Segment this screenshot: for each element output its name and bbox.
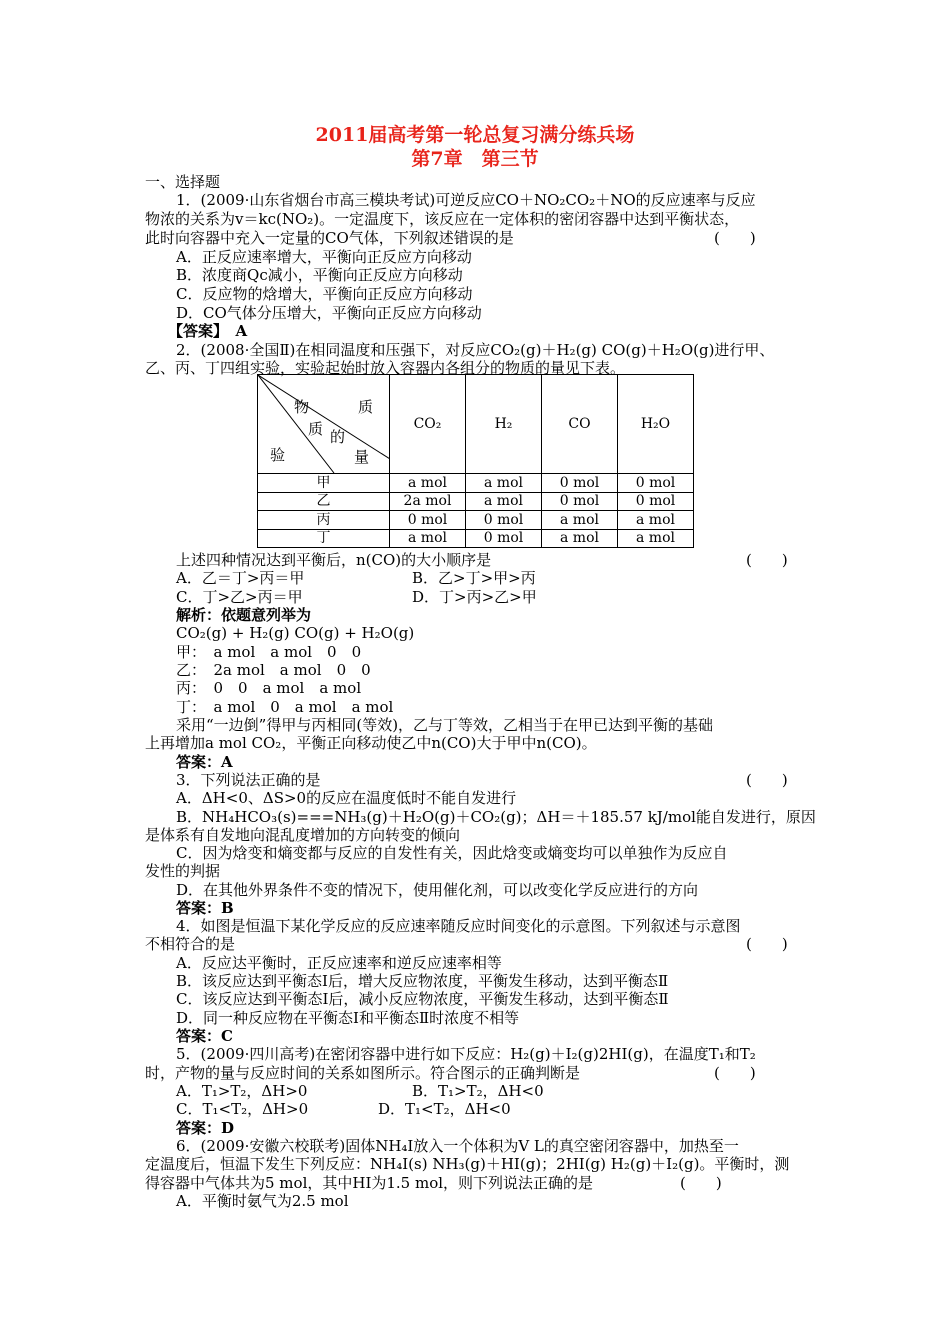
q1-line-1: 1．(2009·山东省烟台市高三模块考试)可逆反应CO＋NO₂CO₂＋NO的反应速率与反应: [176, 191, 756, 209]
diag-char: 质: [308, 420, 324, 438]
table-cell: a mol: [466, 474, 542, 493]
q2-line-1: 2．(2008·全国Ⅱ)在相同温度和压强下，对反应CO₂(g)＋H₂(g) CO(g)＋H₂O(g)进行甲、: [176, 341, 775, 359]
q1-line-2: 物浓的关系为v＝kc(NO₂)。一定温度下，该反应在一定体积的密闭容器中达到平衡状态，: [145, 210, 740, 228]
table-cell: 0 mol: [618, 492, 694, 511]
q2-answer: 答案：A: [176, 753, 233, 771]
q2-line-2: 乙、丙、丁四组实验，实验起始时放入容器内各组分的物质的量见下表。: [145, 359, 626, 377]
row-label: 乙: [258, 492, 390, 511]
q2-row-bing: 丙： 0 0 a mol a mol: [176, 679, 362, 697]
q2-equation: CO₂(g) + H₂(g) CO(g) + H₂O(g): [176, 624, 415, 642]
q6-option-a: A．平衡时氨气为2.5 mol: [176, 1192, 349, 1210]
column-header: H₂O: [618, 375, 694, 474]
q4-line-2: 不相符合的是: [145, 935, 236, 953]
diag-char: 的: [330, 428, 346, 446]
q1-line-3: 此时向容器中充入一定量的CO气体，下列叙述错误的是: [145, 229, 514, 247]
q3-option-c-1: C．因为焓变和熵变都与反应的自发性有关，因此焓变或熵变均可以单独作为反应自: [176, 844, 728, 862]
table-cell: a mol: [542, 529, 618, 548]
table-cell: 0 mol: [542, 474, 618, 493]
diag-char: 量: [354, 448, 370, 466]
q5-option-d: D．T₁<T₂，ΔH<0: [378, 1100, 511, 1118]
q2-analysis-label: 解析：依题意列举为: [176, 606, 312, 624]
table-cell: 0 mol: [390, 511, 466, 530]
row-label: 丁: [258, 529, 390, 548]
q1-option-b: B．浓度商Qc减小，平衡向正反应方向移动: [176, 266, 463, 284]
q3-answer-blank: ( ): [746, 771, 788, 789]
diag-char: 验: [270, 446, 286, 464]
q5-answer-blank: ( ): [714, 1064, 756, 1082]
diag-char: 质: [358, 398, 374, 416]
table-cell: 0 mol: [618, 474, 694, 493]
table-row: [258, 529, 694, 548]
table-cell: 0 mol: [466, 529, 542, 548]
q2-explain-2: 上再增加a mol CO₂，平衡正向移动使乙中n(CO)大于甲中n(CO)。: [145, 734, 597, 752]
q2-row-yi: 乙： 2a mol a mol 0 0: [176, 661, 371, 679]
q4-option-d: D．同一种反应物在平衡态Ⅰ和平衡态Ⅱ时浓度不相等: [176, 1009, 520, 1027]
q4-option-b: B．该反应达到平衡态Ⅰ后，增大反应物浓度，平衡发生移动，达到平衡态Ⅱ: [176, 972, 669, 990]
q5-option-a: A．T₁>T₂，ΔH>0: [176, 1082, 308, 1100]
table-row: [258, 511, 694, 530]
q3-option-b-1: B．NH₄HCO₃(s)===NH₃(g)＋H₂O(g)＋CO₂(g)；ΔH＝＋185.57 kJ/mol能自发进行，原因: [176, 808, 816, 826]
q2-line-3: 上述四种情况达到平衡后，n(CO)的大小顺序是: [176, 551, 492, 569]
q5-option-c: C．T₁<T₂，ΔH>0: [176, 1100, 309, 1118]
column-header: H₂: [466, 375, 542, 474]
column-header: CO: [542, 375, 618, 474]
q6-line-3: 得容器中气体共为5 mol，其中HI为1.5 mol，则下列说法正确的是: [145, 1174, 594, 1192]
page-title: 2011届高考第一轮总复习满分练兵场: [315, 124, 635, 146]
q6-answer-blank: ( ): [680, 1174, 722, 1192]
table-cell: 0 mol: [466, 511, 542, 530]
q2-data-table: [257, 374, 694, 548]
diag-char: 物: [294, 398, 310, 416]
q3-option-d: D．在其他外界条件不变的情况下，使用催化剂，可以改变化学反应进行的方向: [176, 881, 699, 899]
table-cell: a mol: [466, 492, 542, 511]
page-subtitle: 第7章 第三节: [411, 148, 539, 170]
q1-option-a: A．正反应速率增大，平衡向正反应方向移动: [176, 248, 472, 266]
q1-answer: 【答案】 A: [168, 322, 248, 340]
q4-option-c: C．该反应达到平衡态Ⅰ后，减小反应物浓度，平衡发生移动，达到平衡态Ⅱ: [176, 990, 669, 1008]
q3-option-b-2: 是体系有自发地向混乱度增加的方向转变的倾向: [145, 826, 461, 844]
q4-answer: 答案：C: [176, 1027, 233, 1045]
q6-line-2: 定温度后，恒温下发生下列反应：NH₄I(s) NH₃(g)＋HI(g)；2HI(g) H₂(g)＋I₂(g)。平衡时，测: [145, 1155, 790, 1173]
row-label: 丙: [258, 511, 390, 530]
q3-option-c-2: 发性的判据: [145, 862, 221, 880]
table-row: [258, 492, 694, 511]
table-cell: a mol: [390, 474, 466, 493]
q1-answer-blank: ( ): [714, 229, 756, 247]
q2-option-d: D．丁>丙>乙>甲: [412, 588, 537, 606]
q2-option-b: B．乙>丁>甲>丙: [412, 569, 536, 587]
table-cell: 2a mol: [390, 492, 466, 511]
q2-explain-1: 采用“一边倒”得甲与丙相同(等效)，乙与丁等效，乙相当于在甲已达到平衡的基础: [176, 716, 714, 734]
q4-option-a: A．反应达平衡时，正反应速率和逆反应速率相等: [176, 954, 502, 972]
q5-option-b: B．T₁>T₂，ΔH<0: [412, 1082, 544, 1100]
q4-answer-blank: ( ): [746, 935, 788, 953]
q3-answer: 答案：B: [176, 899, 234, 917]
section-heading: 一、选择题: [145, 173, 221, 191]
q2-option-c: C．丁>乙>丙＝甲: [176, 588, 303, 606]
table-diagonal-header: [258, 375, 390, 474]
q3-option-a: A．ΔH<0、ΔS>0的反应在温度低时不能自发进行: [176, 789, 517, 807]
q6-line-1: 6．(2009·安徽六校联考)固体NH₄I放入一个体积为V L的真空密闭容器中，加热至一: [176, 1137, 739, 1155]
column-header: CO₂: [390, 375, 466, 474]
q5-answer: 答案：D: [176, 1119, 235, 1137]
q5-line-1: 5．(2009·四川高考)在密闭容器中进行如下反应：H₂(g)＋I₂(g)2HI(g)，在温度T₁和T₂: [176, 1045, 756, 1063]
q1-option-d: D．CO气体分压增大，平衡向正反应方向移动: [176, 304, 482, 322]
table-cell: a mol: [618, 529, 694, 548]
table-cell: a mol: [390, 529, 466, 548]
q2-option-a: A．乙＝丁>丙＝甲: [176, 569, 305, 587]
q1-option-c: C．反应物的焓增大，平衡向正反应方向移动: [176, 285, 473, 303]
row-label: 甲: [258, 474, 390, 493]
table-cell: 0 mol: [542, 492, 618, 511]
q2-answer-blank: ( ): [746, 551, 788, 569]
q2-row-jia: 甲： a mol a mol 0 0: [176, 643, 362, 661]
table-cell: a mol: [618, 511, 694, 530]
q2-row-ding: 丁： a mol 0 a mol a mol: [176, 698, 394, 716]
table-row: [258, 474, 694, 493]
q5-line-2: 时，产物的量与反应时间的关系如图所示。符合图示的正确判断是: [145, 1064, 581, 1082]
q4-line-1: 4．如图是恒温下某化学反应的反应速率随反应时间变化的示意图。下列叙述与示意图: [176, 917, 741, 935]
q3-line-1: 3．下列说法正确的是: [176, 771, 321, 789]
table-cell: a mol: [542, 511, 618, 530]
